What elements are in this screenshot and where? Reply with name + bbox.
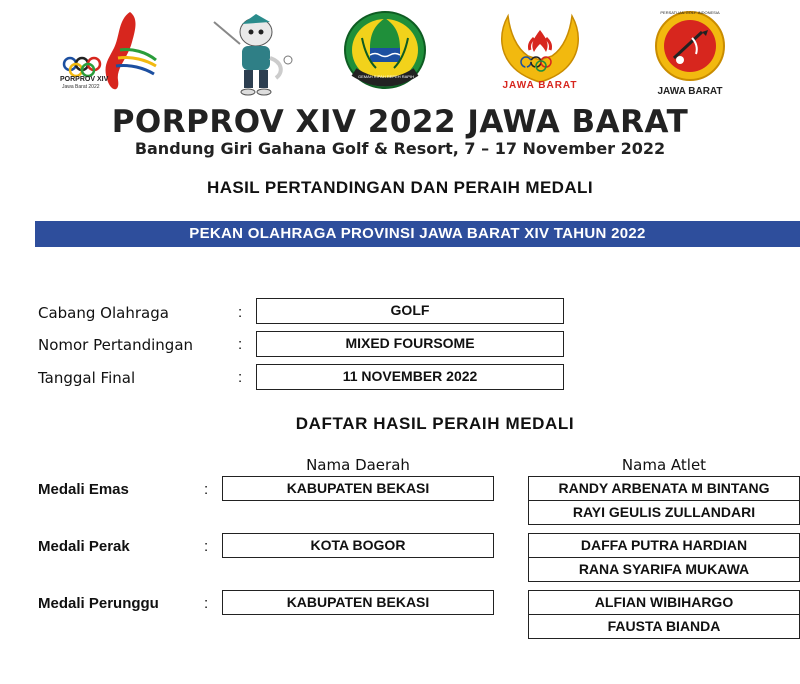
porprov-logo xyxy=(58,8,158,98)
event-value: MIXED FOURSOME xyxy=(256,331,564,357)
bronze-medal-label: Medali Perunggu xyxy=(38,595,159,612)
sport-colon: : xyxy=(238,304,243,321)
final-date-colon: : xyxy=(238,369,243,386)
koni-jabar-logo xyxy=(490,8,590,100)
jabar-crest-logo xyxy=(340,8,430,98)
porprov-logo-subtext: Jawa Barat 2022 xyxy=(62,84,100,90)
silver-colon: : xyxy=(204,538,209,555)
final-date-value: 11 NOVEMBER 2022 xyxy=(256,364,564,390)
pgi-logo-subtext: JAWA BARAT xyxy=(657,86,723,97)
gold-medal-label: Medali Emas xyxy=(38,481,129,498)
gold-athlete-2: RAYI GEULIS ZULLANDARI xyxy=(528,500,800,525)
sport-value: GOLF xyxy=(256,298,564,324)
gold-colon: : xyxy=(204,481,209,498)
silver-athlete-1: DAFFA PUTRA HARDIAN xyxy=(528,533,800,558)
venue-subtitle: Bandung Giri Gahana Golf & Resort, 7 – 17 November 2022 xyxy=(134,139,666,158)
gold-athlete-1: RANDY ARBENATA M BINTANG xyxy=(528,476,800,501)
gold-region: KABUPATEN BEKASI xyxy=(222,476,494,501)
porprov-logo-text: PORPROV XIV xyxy=(60,76,109,83)
silver-athlete-2: RANA SYARIFA MUKAWA xyxy=(528,557,800,582)
jabar-crest-text: GEMAH RIPAH REPEH RAPIH xyxy=(358,74,414,79)
mascot-logo xyxy=(210,8,300,98)
pgi-ring-text: PERSATUAN GOLF INDONESIA xyxy=(660,10,720,15)
region-column-header: Nama Daerah xyxy=(306,456,410,474)
bronze-athlete-1: ALFIAN WIBIHARGO xyxy=(528,590,800,615)
results-heading: HASIL PERTANDINGAN DAN PERAIH MEDALI xyxy=(207,178,593,197)
bronze-region: KABUPATEN BEKASI xyxy=(222,590,494,615)
bronze-colon: : xyxy=(204,595,209,612)
final-date-label: Tanggal Final xyxy=(38,369,136,387)
event-colon: : xyxy=(238,336,243,353)
bronze-athlete-2: FAUSTA BIANDA xyxy=(528,614,800,639)
koni-jabar-text: JAWA BARAT xyxy=(502,80,578,91)
event-banner: PEKAN OLAHRAGA PROVINSI JAWA BARAT XIV TAHUN 2022 xyxy=(35,221,800,247)
pgi-logo xyxy=(640,8,740,100)
event-label: Nomor Pertandingan xyxy=(38,336,194,354)
sport-label: Cabang Olahraga xyxy=(38,304,169,322)
medal-list-heading: DAFTAR HASIL PERAIH MEDALI xyxy=(295,414,575,433)
page-title: PORPROV XIV 2022 JAWA BARAT xyxy=(111,104,689,140)
silver-region: KOTA BOGOR xyxy=(222,533,494,558)
athlete-column-header: Nama Atlet xyxy=(621,456,707,474)
silver-medal-label: Medali Perak xyxy=(38,538,130,555)
